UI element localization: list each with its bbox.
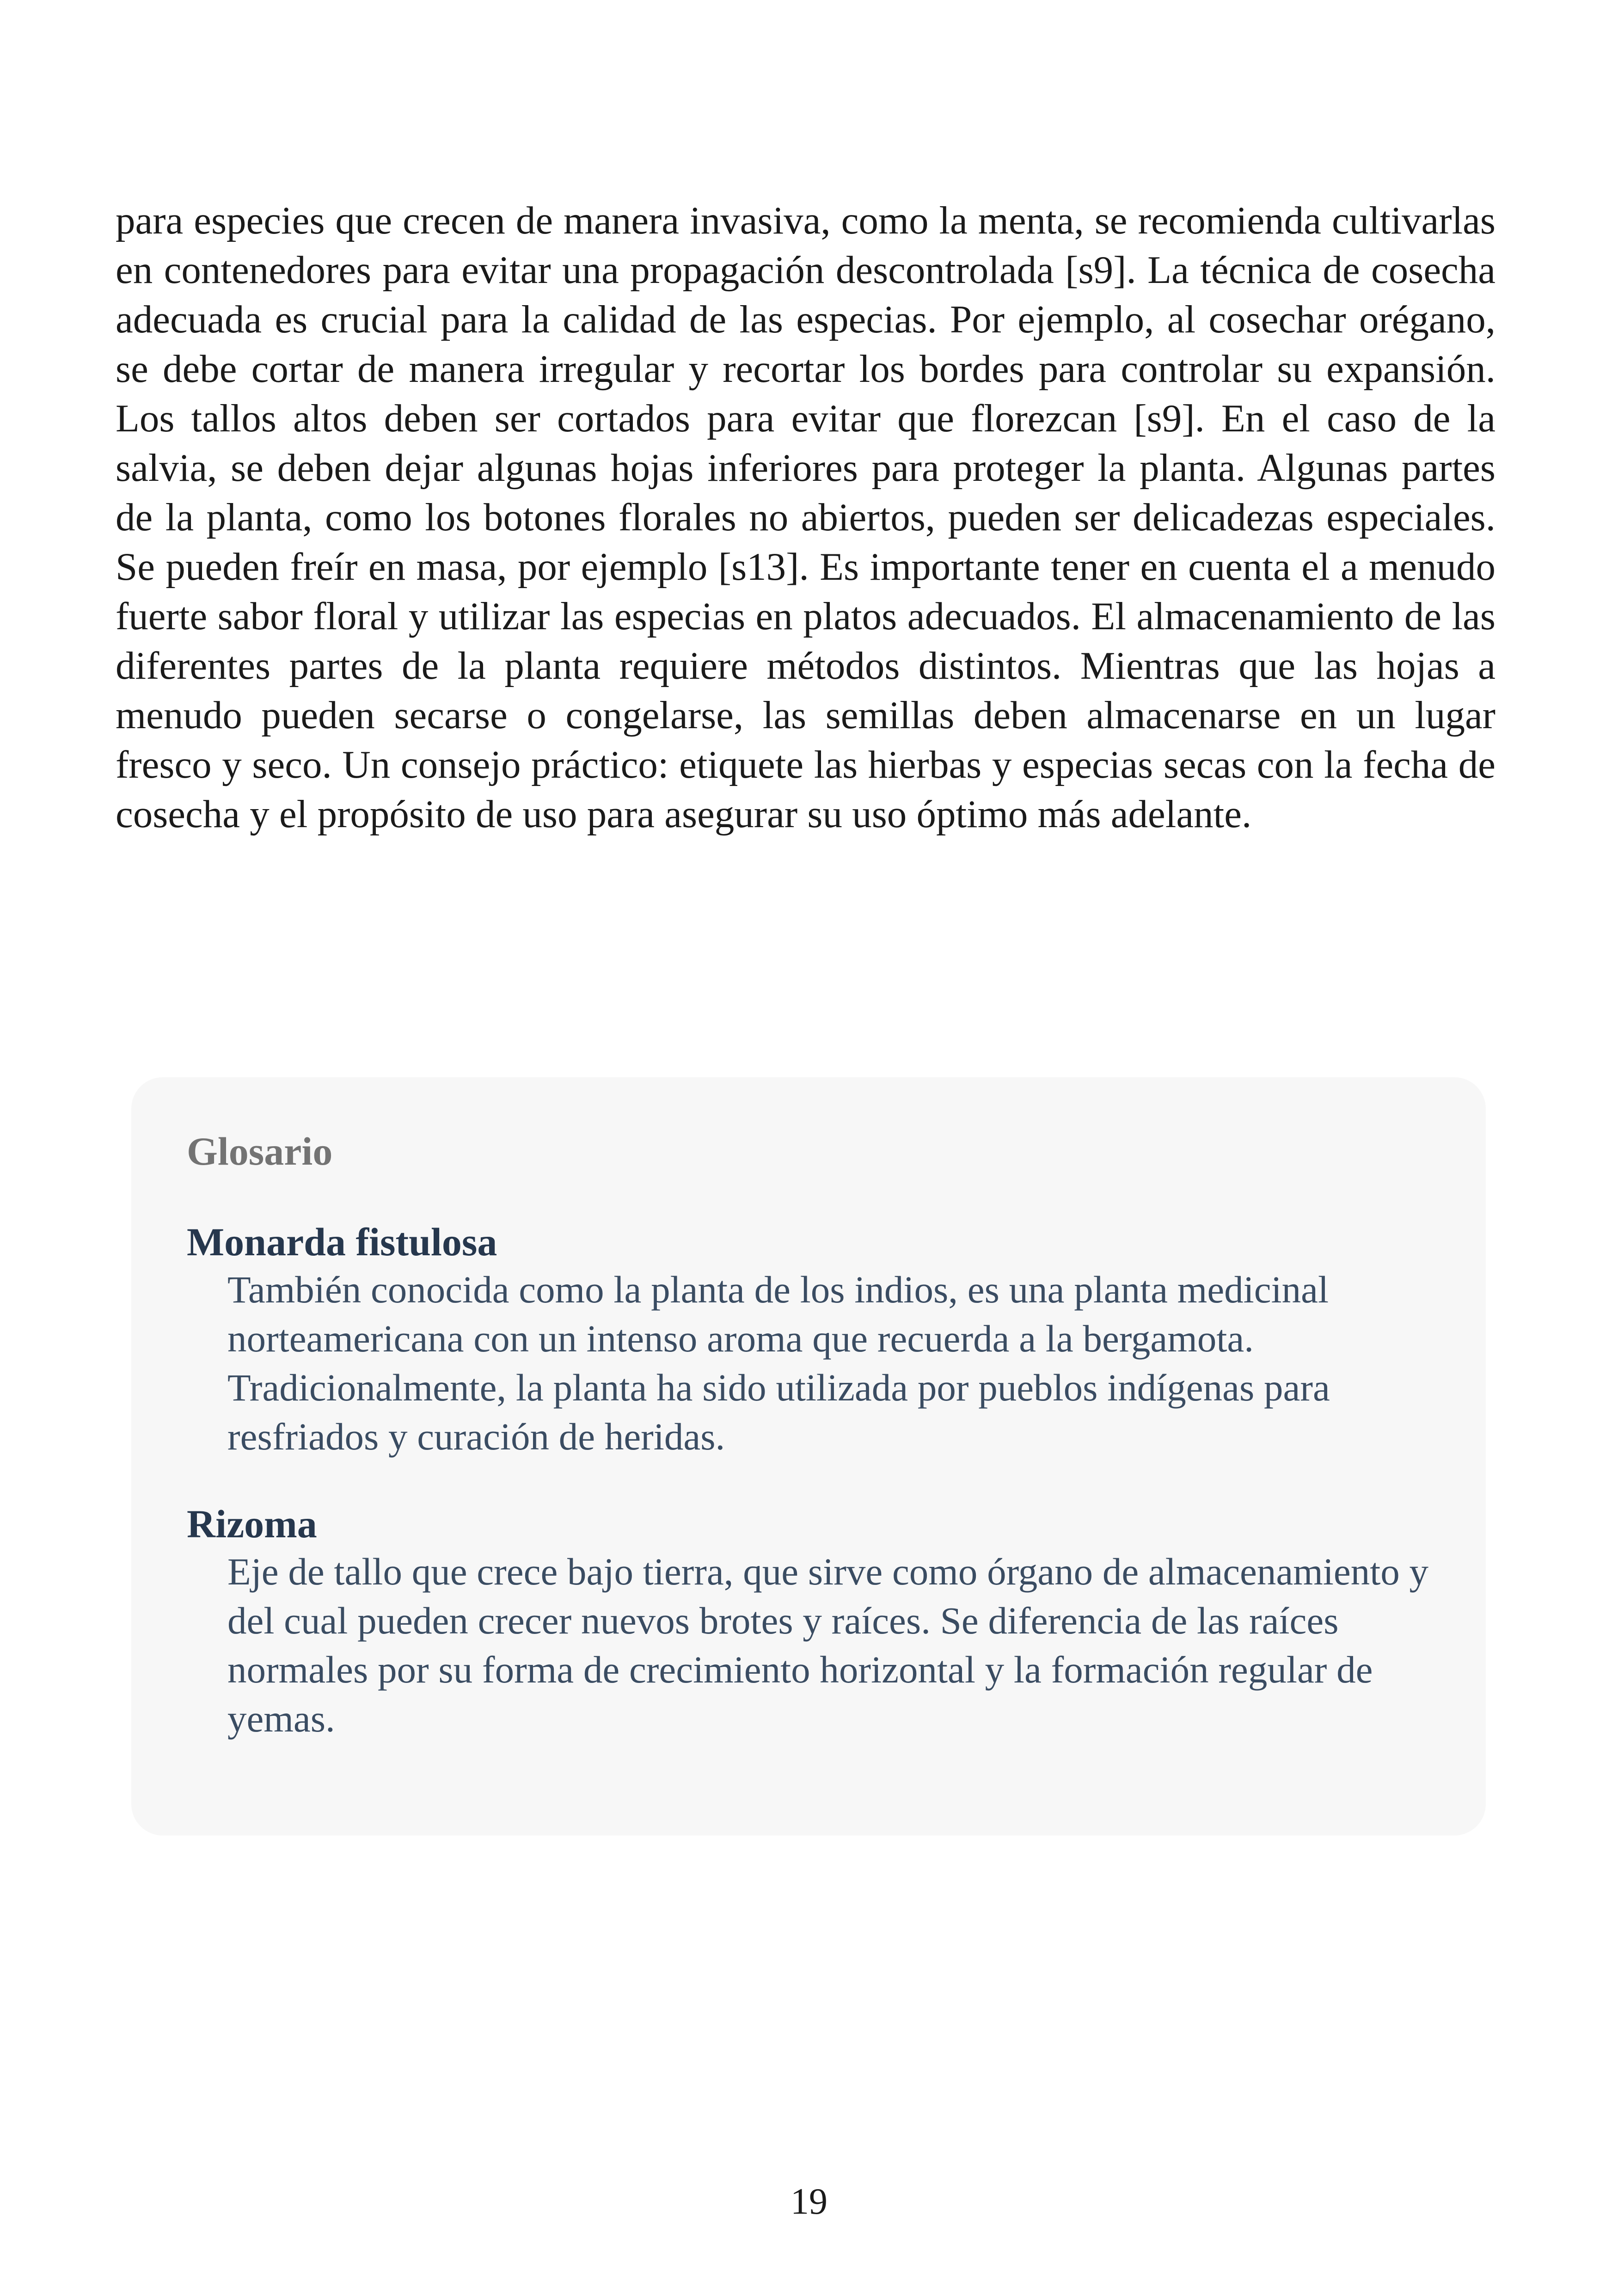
body-paragraph: para especies que crecen de manera invasiva, como la menta, se recomienda cultivarlas en contenedores para evitar una propagación descontrolada [s9]. La técnica de cosecha adecuada es crucial para la calidad de las especias. Por ejemplo, al cosechar orégano, se debe cortar de manera irregular y recortar los bordes para controlar su expansión. Los tallos altos deben ser cortados para evitar que florezcan [s9]. En el caso de la salvia, se deben dejar algunas hojas inferiores para proteger la planta. Algunas partes de la planta, como los botones florales no abiertos, pueden ser delicadezas especiales. Se pueden freír en masa, por ejemplo [s13]. Es importante tener en cuenta el a menudo fuerte sabor floral y utilizar las especias en platos adecuados. El almacenamiento de las diferentes partes de la planta requiere métodos distintos. Mientras que las hojas a menudo pueden secarse o congelarse, las semillas deben almacenarse en un lugar fresco y seco. Un consejo práctico: etiquete las hierbas y especias secas con la fecha de cosecha y el propósito de uso para asegurar su uso óptimo más adelante. <box>116 199 1495 836</box>
glossary-definition: Eje de tallo que crece bajo tierra, que sirve como órgano de almacenamiento y del cual pueden crecer nuevos brotes y raíces. Se diferencia de las raíces normales por su forma de crecimiento horizontal y la formación regular de yemas. <box>227 1550 1429 1740</box>
glossary-term: Rizoma <box>187 1502 317 1546</box>
glossary-title: Glosario <box>187 1129 333 1173</box>
glossary-definition: También conocida como la planta de los indios, es una planta medicinal norteamericana con un intenso aroma que recuerda a la bergamota. Tradicionalmente, la planta ha sido utilizada por pueblos indígenas para resfriados y curación de heridas. <box>227 1268 1330 1458</box>
glossary-box <box>131 1077 1486 1836</box>
glossary-term: Monarda fistulosa <box>187 1220 497 1264</box>
glossary-entry <box>187 1219 1430 1461</box>
page-number: 19 <box>791 2181 827 2222</box>
glossary-entry <box>187 1501 1430 1743</box>
